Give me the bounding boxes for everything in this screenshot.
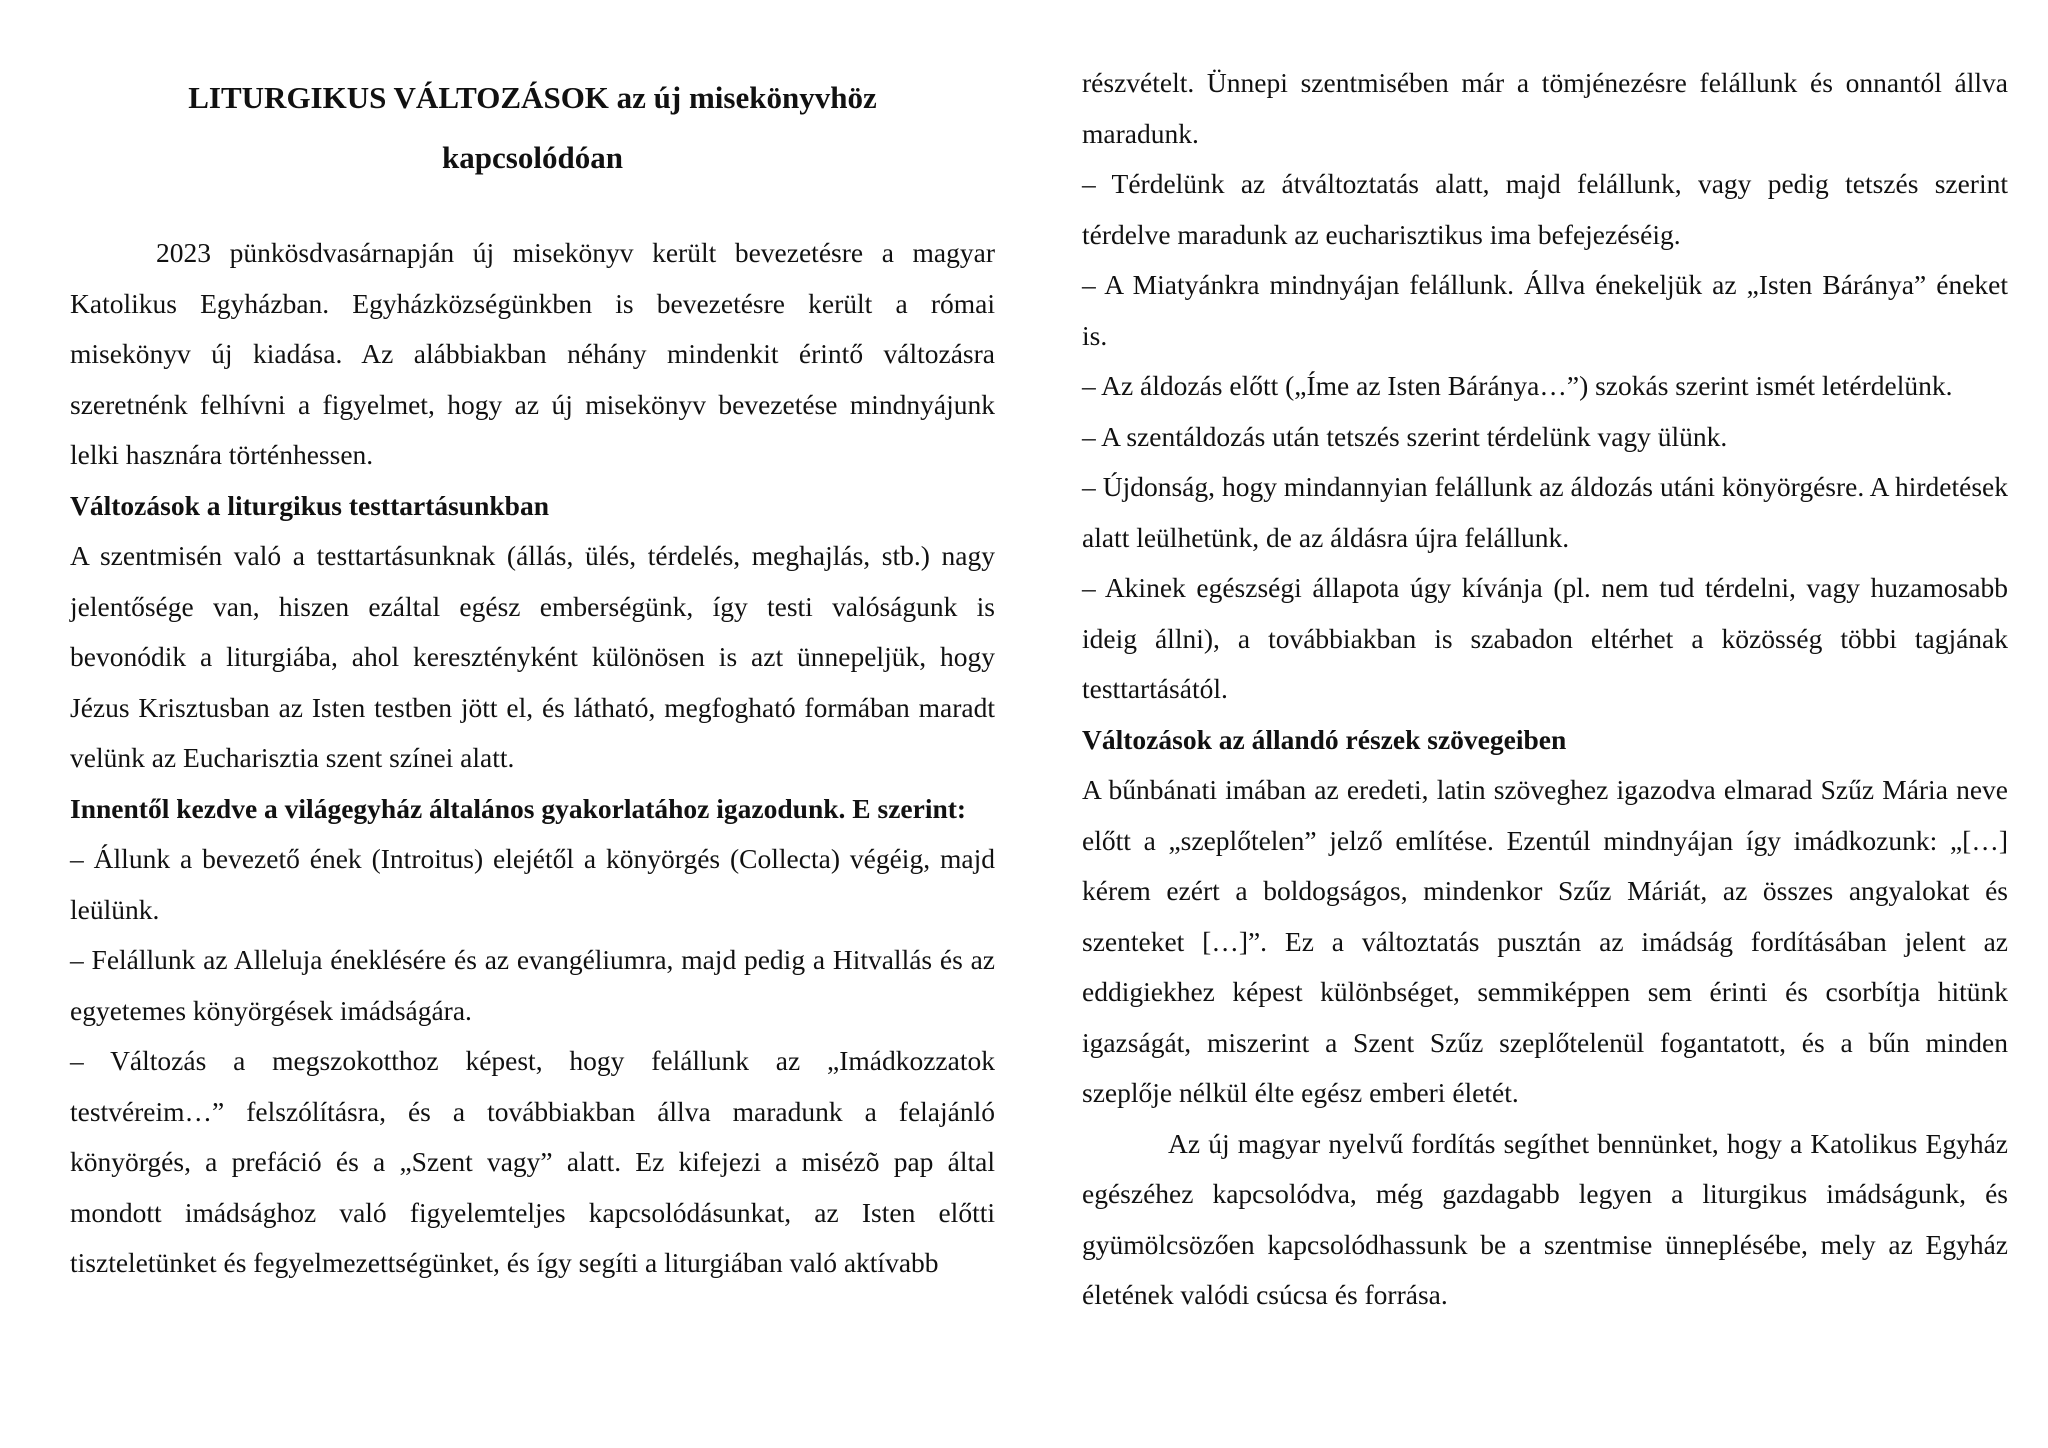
left-column — [70, 58, 995, 1289]
posture-paragraph: A szentmisén való a testtartásunknak (állás, ülés, térdelés, meghajlás, stb.) nagy jelentősége van, hiszen ezáltal egész emberségünk, így testi valóságunk is bevonódik a liturgiába, ahol keresztényként különösen is azt ünnepeljük, hogy Jézus Krisztusban az Isten testben jött el, és látható, megfogható formában maradt velünk az Eucharisztia szent színei alatt. — [70, 540, 995, 773]
list-item: – Akinek egészségi állapota úgy kívánja (pl. nem tud térdelni, vagy huzamosabb ideig állni), a továbbiakban is szabadon eltérhet a közösség többi tagjának testtartásától. — [1082, 572, 2008, 704]
section-heading-texts: Változások az állandó részek szövegeiben — [1082, 723, 1567, 755]
title-line-1: LITURGIKUS VÁLTOZÁSOK az új misekönyvhöz — [188, 80, 877, 115]
list-item: – Állunk a bevezető ének (Introitus) elejétől a könyörgés (Collecta) végéig, majd leülünk. — [70, 843, 995, 925]
list-item: – Felállunk az Alleluja éneklésére és az evangéliumra, majd pedig a Hitvallás és az egyetemes könyörgések imádságára. — [70, 944, 995, 1026]
section-heading-posture: Változások a liturgikus testtartásunkban — [70, 489, 550, 521]
closing-paragraph: Az új magyar nyelvű fordítás segíthet bennünket, hogy a Katolikus Egyház egészéhez kapcsolódva, még gazdagabb legyen a liturgikus imádságunk, és gyümölcsözően kapcsolódhassunk be a szentmise ünneplésébe, mely az Egyház életének valódi csúcsa és forrása. — [1082, 1127, 2008, 1310]
intro-paragraph: 2023 pünkösdvasárnapján új misekönyv került bevezetésre a magyar Katolikus Egyházban. Egyházközségünkben is bevezetésre került a római misekönyv új kiadása. Az alábbiakban néhány mindenkit érintő változásra szeretnénk felhívni a figyelmet, hogy az új misekönyv bevezetése mindnyájunk lelki hasznára történhessen. — [70, 237, 995, 470]
page-title — [70, 68, 995, 188]
list-item: – Az áldozás előtt („Íme az Isten Báránya…”) szokás szerint ismét letérdelünk. — [1082, 370, 1953, 401]
section-heading-practice: Innentől kezdve a világegyház általános gyakorlatához igazodunk. E szerint: — [70, 792, 967, 824]
list-item: – A Miatyánkra mindnyájan felállunk. Állva énekeljük az „Isten Báránya” éneket is. — [1082, 269, 2008, 351]
list-item: – Változás a megszokotthoz képest, hogy felállunk az „Imádkozzatok testvéreim…” felszólításra, és a továbbiakban állva maradunk a felajánló könyörgés, a prefáció és a „Szent vagy” alatt. Ez kifejezi a misézõ pap által mondott imádsághoz való figyelemteljes kapcsolódásunkat, az Isten előtti tiszteletünket és fegyelmezettségünket, és így segíti a liturgiában való aktívabb — [70, 1045, 995, 1278]
list-item: – Térdelünk az átváltoztatás alatt, majd felállunk, vagy pedig tetszés szerint térdelve maradunk az eucharisztikus ima befejezéséig. — [1082, 168, 2008, 250]
texts-paragraph: A bűnbánati imában az eredeti, latin szöveghez igazodva elmarad Szűz Mária neve előtt a „szeplőtelen” jelző említése. Ezentúl mindnyájan így imádkozunk: „[…] kérem ezért a boldogságos, mindenkor Szűz Máriát, az összes angyalokat és szenteket […]”. Ez a változtatás pusztán az imádság fordításában jelent az eddigiekhez képest különbséget, semmiképpen sem érinti és csorbítja hitünk igazságát, miszerint a Szent Szűz szeplőtelenül fogantatott, és a bűn minden szeplője nélkül élte egész emberi életét. — [1082, 774, 2008, 1108]
list-item: – A szentáldozás után tetszés szerint térdelünk vagy ülünk. — [1082, 420, 1728, 452]
continuation-paragraph: részvételt. Ünnepi szentmisében már a tömjénezésre felállunk és onnantól állva maradunk. — [1082, 67, 2008, 149]
title-line-2: kapcsolódóan — [442, 140, 623, 175]
right-column — [1082, 58, 2008, 1321]
list-item: – Újdonság, hogy mindannyian felállunk az áldozás utáni könyörgésre. A hirdetések alatt leülhetünk, de az áldásra újra felállunk. — [1082, 471, 2008, 553]
